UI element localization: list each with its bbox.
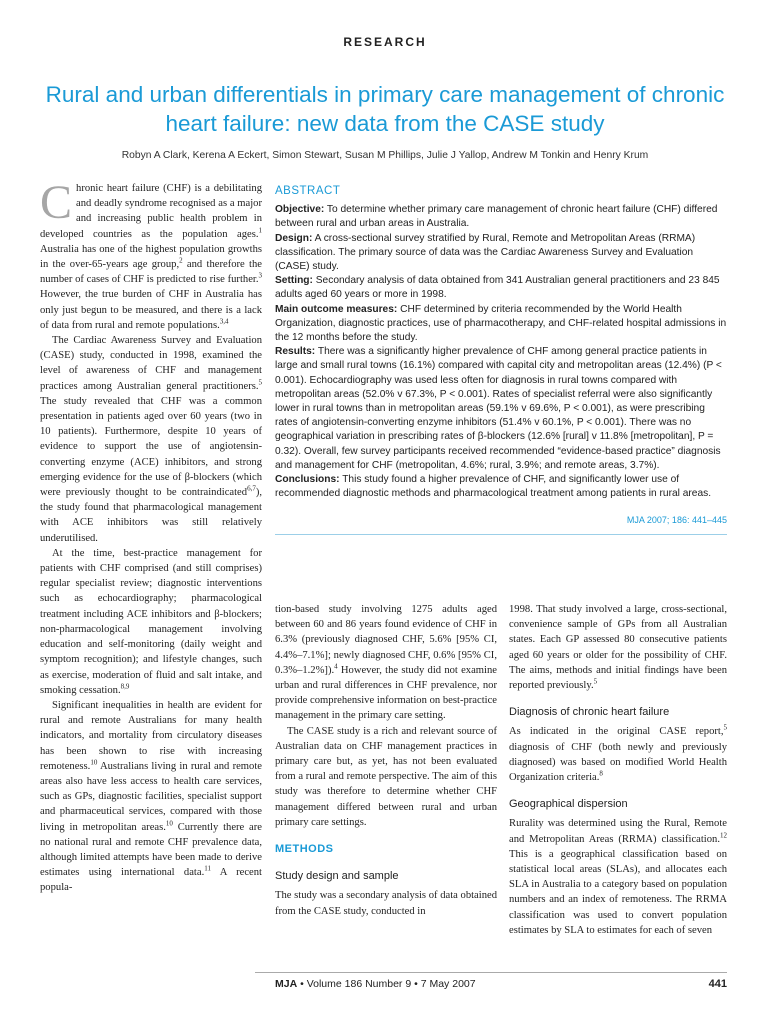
reference: 1 [258, 226, 262, 235]
reference: 5 [723, 723, 727, 732]
body-column-2 [275, 602, 497, 919]
reference: 10 [90, 758, 98, 767]
geographical-heading: Geographical dispersion [509, 798, 628, 811]
abstract-heading: ABSTRACT [275, 185, 341, 197]
reference: 8,9 [120, 682, 130, 691]
body-column-3 [509, 602, 727, 938]
reference: 5 [258, 378, 262, 387]
body-paragraph: tion-based study involving 1275 adults aged between 60 and 86 years found evidence of CHF in 6.3% (previously diagnosed CHF, 5.6% [95% CI, 4.4%–7.1%]; newly diagnosed CHF, 0.6% [95% CI, 0.3%–1.2%]).$^4$ However, the study did not examine urban and rural differences in CHF prevalence, nor provide comprehensive information on best-practice management in the primary care setting. [275, 604, 497, 722]
reference: 8 [599, 769, 603, 778]
footer-rule [255, 972, 727, 973]
study-design-heading: Study design and sample [275, 870, 399, 883]
intro-paragraph: Significant inequalities in health are evident for rural and remote Australians for many health indicators, and mortality from circulatory diseases has been shown to rise with increasing remoteness.$^{10}$ Australians living in rural and remote areas also have less access to health care services, such as GPs, diagnostic facilities, specialist support and pharmaceutical services, compared with those living in metropolitan areas.$^{10}$ Currently there are no national rural and remote CHF prevalence data, although limited attempts have been made to derive estimates using international data.$^{11}$ A recent popula- [40, 699, 262, 894]
abstract-measures: Main outcome measures: CHF determined by criteria recommended by the World Health Organization, diagnostic practices, use of pharmacotherapy, and CHF-related hospital admissions in the 12 months before the study. [275, 303, 727, 344]
intro-paragraph: At the time, best-practice management for patients with CHF comprised (and still comprises) regular specialist review; diagnostic interventions such as echocardiography; pharmacological treatment including ACE inhibitors and β-blockers; non-pharmacological management involving education and self-monitoring (daily weight and symptom recognition); and lifestyle changes, such as exercise, moderation of fluid and salt intake, and smoking cessation.$^{8,9}$ [40, 547, 262, 696]
reference: 12 [720, 831, 727, 840]
abstract-setting: Setting: Secondary analysis of data obtained from 341 Australian general practitioners and 23 845 adults aged 60 years or more in 1998. [275, 275, 720, 301]
body-paragraph: The study was a secondary analysis of data obtained from the CASE study, conducted in [275, 890, 497, 917]
author-list: Robyn A Clark, Kerena A Eckert, Simon Stewart, Susan M Phillips, Julie J Yallop, Andrew M Tonkin and Henry Krum [121, 150, 649, 161]
article-title: Rural and urban differentials in primary care management of chronic heart failure: new data from the CASE study [45, 82, 725, 136]
reference: 6,7 [247, 484, 256, 493]
body-paragraph: Rurality was determined using the Rural, Remote and Metropolitan Areas (RRMA) classification.$^{12}$ This is a geographical classification based on statistical local areas (SLAs), and allocates each SLA in Australia to a category based on population numbers and an index of remoteness. The RRMA classification was used to convert population estimates by SLA to estimates for each of seven [509, 818, 727, 936]
abstract-conclusions: Conclusions: This study found a higher prevalence of CHF, and significantly lower use of recommended diagnostic methods and pharmacological treatment among patients in rural areas. [275, 474, 712, 500]
abstract-box [275, 184, 727, 535]
body-paragraph: As indicated in the original CASE report,$^5$ diagnosis of CHF (both newly and previously diagnosed) was based on modified World Health Organization criteria.$^8$ [509, 723, 727, 784]
reference: 3,4 [219, 317, 229, 326]
bullet: • [414, 978, 418, 990]
journal-citation: MJA 2007; 186: 441–445 [275, 513, 727, 534]
issue: Volume 186 Number 9 [306, 978, 412, 990]
reference: 2 [179, 256, 183, 265]
intro-paragraph: Chronic heart failure (CHF) is a debilitating and deadly syndrome recognised as a major and increasing public health problem in developed countries as the population ages.$^1$ Australia has one of the highest population growths in the over-65-years age group,$^2$ and therefore the number of cases of CHF is predicted to rise further.$^3$ However, the true burden of CHF in Australia has only just begun to be measured, and there is a lack of data from rural and remote populations.$^{3,4}$ [40, 176, 263, 331]
footer-journal-info [275, 978, 476, 990]
diagnosis-heading: Diagnosis of chronic heart failure [509, 706, 670, 719]
reference: 4 [334, 662, 338, 671]
drop-cap: C [40, 176, 73, 229]
bullet: • [300, 978, 304, 990]
abstract-design: Design: A cross-sectional survey stratified by Rural, Remote and Metropolitan Areas (RRMA) classification. The primary source of data was the Cardiac Awareness Survey and Evaluation (CASE) study. [275, 232, 696, 273]
reference: 11 [204, 864, 211, 873]
reference: 10 [165, 819, 173, 827]
methods-heading: METHODS [275, 843, 334, 856]
body-paragraph: 1998. That study involved a large, cross-sectional, convenience sample of GPs from all Australian states. Each GP assessed 80 consecutive patients aged 60 years or older for the possibility of CHF. The aims, methods and initial findings have been reported previously.$^5$ [509, 604, 727, 692]
journal-name: MJA [275, 978, 298, 990]
issue-date: 7 May 2007 [420, 978, 476, 990]
section-label: RESEARCH [343, 35, 427, 49]
page-number: 441 [708, 978, 727, 990]
abstract-results: Results: There was a significantly higher prevalence of CHF among general practice patients in large and small rural towns (16.1%) compared with capital city and metropolitan areas (12.4%) (P < 0.001). Echocardiography was used less often for diagnosis in rural towns compared with metropolitan areas (52.0% v 67.3%, P < 0.001). Rates of specialist referral were also significantly lower in rural towns than in metropolitan areas (59.1% v 69.6%, P < 0.001), as were prescribing rates of angiotensin-converting enzyme inhibitors (51.4% v 60.1%, P < 0.001). There was no geographical variation in prescribing rates of β-blockers (12.6% [rural] v 11.8% [metropolitan], P = 0.32). Overall, few survey participants received recommended “evidence-based practice” diagnosis and management for CHF (metropolitan, 4.6%; rural, 3.9%; and remote areas, 3.7%). [275, 346, 722, 471]
abstract-objective: Objective: To determine whether primary care management of chronic heart failure (CHF) differed between rural and urban areas in Australia. [275, 204, 718, 230]
reference: 3 [258, 271, 262, 280]
reference: 5 [593, 677, 598, 686]
intro-paragraph: The Cardiac Awareness Survey and Evaluation (CASE) study, conducted in 1998, examined the level of awareness of CHF and management practices among Australian general practitioners.$^5$ The study revealed that CHF was a common presentation in patients aged over 60 years (two in 10 patients). Furthermore, despite 10 years of evidence to support the use of angiotensin-converting enzyme (ACE) inhibitors, and strong emerging evidence for the use of β-blockers (which were previously thought to be contraindicated$^{6,7}$), the study found that pharmacological management with ACE inhibitors was still relatively underutilised. [40, 335, 262, 544]
body-paragraph: The CASE study is a rich and relevant source of Australian data on CHF management practices in primary care but, as yet, has not been evaluated from a rural and remote perspective. The aim of this study was therefore to determine whether CHF management differed between rural and urban primary care settings. [275, 725, 497, 828]
intro-column [40, 176, 263, 896]
